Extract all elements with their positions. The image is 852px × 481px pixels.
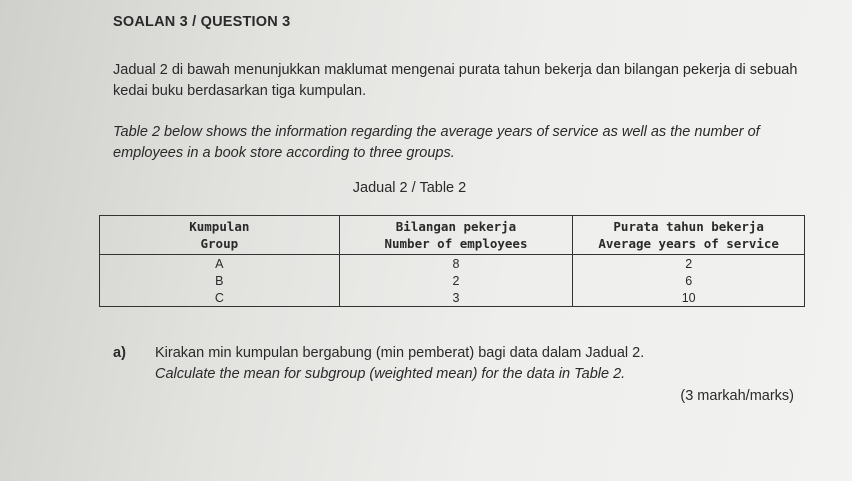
data-table bbox=[99, 215, 805, 307]
header-group bbox=[100, 216, 340, 255]
cell-average-years: 10 bbox=[573, 289, 805, 307]
header-group-ms: Kumpulan bbox=[189, 219, 250, 234]
header-average-years bbox=[573, 216, 805, 255]
cell-group: B bbox=[100, 272, 340, 289]
table-row bbox=[100, 272, 805, 289]
header-employees bbox=[339, 216, 573, 255]
header-average-years-ms: Purata tahun bekerja bbox=[613, 219, 764, 234]
table-caption bbox=[0, 180, 852, 196]
intro-english: Table 2 below shows the information regarding the average years of service as well as the number of employees in a book store according to three groups. bbox=[113, 124, 760, 161]
question-label: a) bbox=[113, 345, 126, 361]
cell-employees: 3 bbox=[339, 289, 573, 307]
table-row bbox=[100, 289, 805, 307]
cell-employees: 2 bbox=[339, 272, 573, 289]
cell-average-years: 2 bbox=[573, 255, 805, 273]
cell-group: C bbox=[100, 289, 340, 307]
marks-label: (3 markah/marks) bbox=[680, 388, 794, 404]
header-employees-ms: Bilangan pekerja bbox=[395, 219, 517, 234]
table-row bbox=[100, 255, 805, 273]
question-text-malay: Kirakan min kumpulan bergabung (min pemberat) bagi data dalam Jadual 2. bbox=[155, 345, 645, 361]
table-caption-text: Jadual 2 / Table 2 bbox=[352, 180, 467, 196]
header-employees-en: Number of employees bbox=[384, 236, 528, 251]
cell-average-years: 6 bbox=[573, 272, 805, 289]
question-text-english: Calculate the mean for subgroup (weighted mean) for the data in Table 2. bbox=[155, 366, 626, 382]
question-heading: SOALAN 3 / QUESTION 3 bbox=[113, 14, 291, 30]
table-header-row bbox=[100, 216, 805, 255]
intro-malay: Jadual 2 di bawah menunjukkan maklumat mengenai purata tahun bekerja dan bilangan pekerja di sebuah kedai buku berdasarkan tiga kumpulan. bbox=[113, 62, 798, 99]
header-average-years-en: Average years of service bbox=[598, 236, 779, 251]
cell-group: A bbox=[100, 255, 340, 273]
header-group-en: Group bbox=[200, 236, 239, 251]
cell-employees: 8 bbox=[339, 255, 573, 273]
